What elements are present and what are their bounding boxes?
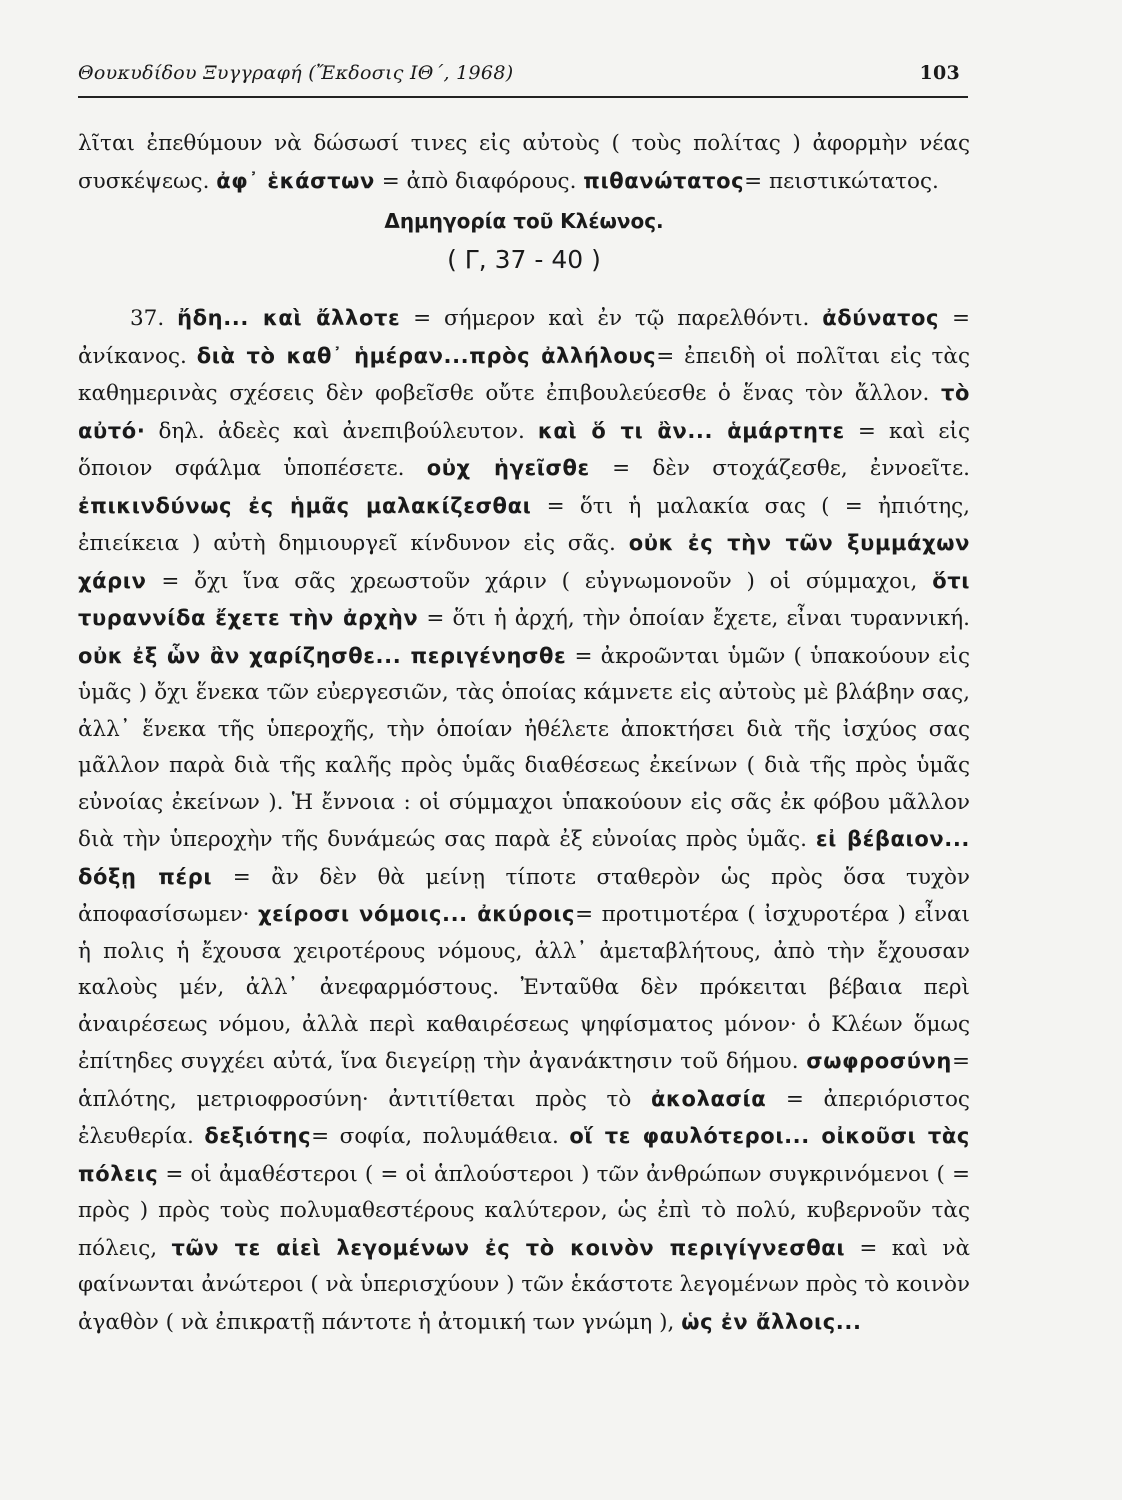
lemma-text: οὐχ ἡγεῖσθε [426, 456, 590, 480]
lemma-text: χείροσι νόμοις... ἀκύροις [257, 902, 576, 926]
header-rule [78, 96, 968, 98]
lemma-text: ἤδη... καὶ ἄλλοτε [177, 306, 401, 330]
lemma-text: ἐπικινδύνως ἐς ἡμᾶς μαλακίζεσθαι [78, 493, 532, 518]
lemma-text: οὐκ ἐξ ὧν ἂν χαρίζησθε... περιγένησθε [78, 643, 567, 668]
gloss-text: 37. [130, 306, 178, 331]
lemma-text: δεξιότης [204, 1124, 312, 1148]
lemma-text: οὐκ ἐς τὴν τῶν ξυμμάχων χάριν [78, 531, 970, 593]
gloss-text: = ὅτι ἡ ἀρχή, τὴν ὁποίαν ἔχετε, εἶναι τυραννική. [418, 606, 970, 631]
gloss-text: δηλ. ἀδεὲς καὶ ἀνεπιβούλευτον. [145, 418, 538, 444]
intro-text-1: λῖται ἐπεθύμουν νὰ δώσωσί τινες εἰς αὐτοὺς ( τοὺς πολίτας ) ἀφορμὴν νέας συσκέψεως. [78, 131, 970, 194]
lemma-text: εἰ βέβαιον... δόξῃ πέρι [78, 827, 971, 889]
lemma-text: ἀδύνατος [822, 306, 940, 330]
gloss-text: = ἂν δὲν θὰ μείνῃ τίποτε σταθερὸν ὡς πρὸς ὅσα τυχὸν ἀποφασίσωμεν· [78, 864, 970, 927]
gloss-text: = δὲν στοχάζεσθε, ἐννοεῖτε. [589, 456, 970, 481]
gloss-text: = ἁπλότης, μετριοφροσύνη· ἀντιτίθεται πρὸς τὸ [78, 1049, 970, 1112]
gloss-text: = ὅτι ἡ μαλακία σας ( = ἠπιότης, ἐπιείκεια ) αὐτὴ δημιουργεῖ κίνδυνον εἰς σᾶς. [78, 493, 970, 556]
page-number: 103 [919, 62, 960, 84]
lemma-text: οἵ τε φαυλότεροι... οἰκοῦσι τὰς πόλεις [78, 1124, 970, 1186]
lemma-text: τὸ αὐτό· [78, 381, 970, 443]
intro-paragraph [78, 126, 970, 200]
gloss-text: = ἀνίκανος. [78, 306, 970, 369]
gloss-text: = ἐπειδὴ οἱ πολῖται εἰς τὰς καθημερινὰς σχέσεις δὲν φοβεῖσθε οὔτε ἐπιβουλεύεσθε ὁ ἕνας τὸν ἄλλον. [78, 343, 970, 406]
gloss-text: = ἀκροῶνται ὑμῶν ( ὑπακούουν εἰς ὑμᾶς ) ὄχι ἕνεκα τῶν εὐεργεσιῶν, τὰς ὁποίας κάμνετε εἰς αὐτοὺς μὲ βλάβην σας, ἀλλ᾽ ἕνεκα τῆς ὑπεροχῆς, τὴν ὁποίαν ἠθέλετε ἀποκτήσει διὰ τῆς ἰσχύος σας μᾶλλον παρὰ διὰ τῆς καλῆς πρὸς ὑμᾶς διαθέσεως ἐκείνων ( διὰ τῆς πρὸς ὑμᾶς εὐνοίας ἐκείνων ). Ἡ ἔννοια : οἱ σύμμαχοι ὑπακούουν εἰς σᾶς ἐκ φόβου μᾶλλον διὰ τὴν ὑπεροχὴν τῆς δυνάμεώς σας παρὰ ἐξ εὐνοίας πρὸς ὑμᾶς. [78, 643, 970, 852]
header-title: Θουκυδίδου Ξυγγραφή (Ἔκδοσις ΙΘ΄, 1968) [78, 62, 514, 84]
gloss-text: = καὶ νὰ φαίνωνται ἀνώτεροι ( νὰ ὑπερισχύουν ) τῶν ἑκάστοτε λεγομένων πρὸς τὸ κοινὸν ἀγαθὸν ( νὰ ἐπικρατῇ πάντοτε ἡ ἀτομική των γνώμη ), [78, 1235, 970, 1335]
lemma-text: σωφροσύνη [806, 1049, 952, 1073]
lemma-text: τῶν τε αἰεὶ λεγομένων ἐς τὸ κοινὸν περιγίγνεσθαι [171, 1235, 846, 1260]
lemma-text: ἀκολασία [651, 1086, 767, 1111]
lemma-text: ὡς ἐν ἄλλοις... [681, 1309, 862, 1334]
intro-text-2: = ἀπὸ διαφόρους. [374, 168, 584, 194]
page-body [78, 126, 970, 1341]
gloss-text: = σήμερον καὶ ἐν τῷ παρελθόντι. [400, 306, 823, 331]
gloss-text: = προτιμοτέρα ( ἰσχυροτέρα ) εἶναι ἡ πολις ἡ ἔχουσα χειροτέρους νόμους, ἀλλ᾽ ἀμεταβλήτους, ἀπὸ τὴν ἔχουσαν καλοὺς μέν, ἀλλ᾽ ἀνεφαρμόστους. Ἐνταῦθα δὲν πρόκειται βέβαια περὶ ἀναιρέσεως νόμου, ἀλλὰ περὶ καθαιρέσεως ψηφίσματος μόνον· ὁ Κλέων ὅμως ἐπίτηδες συγχέει αὐτά, ἵνα διεγείρῃ τὴν ἀγανάκτησιν τοῦ δήμου. [78, 902, 970, 1074]
gloss-text: = ἀπεριόριστος ἐλευθερία. [78, 1086, 970, 1149]
lemma-text: διὰ τὸ καθ᾽ ἡμέραν...πρὸς ἀλλήλους [196, 343, 657, 368]
gloss-text: = οἱ ἀμαθέστεροι ( = οἱ ἁπλούστεροι ) τῶν ἀνθρώπων συγκρινόμενοι ( = πρὸς ) πρὸς τοὺς πολυμαθεστέρους καλύτερον, ὡς ἐπὶ τὸ πολύ, κυβερνοῦν τὰς πόλεις, [78, 1161, 970, 1261]
gloss-text: = ὄχι ἵνα σᾶς χρεωστοῦν χάριν ( εὐγνωμονοῦν ) οἱ σύμμαχοι, [146, 568, 933, 594]
intro-text-3: = πειστικώτατος. [744, 168, 939, 194]
intro-lemma-2: πιθανώτατος [583, 168, 745, 193]
lemma-text: καὶ ὅ τι ἂν... ἁμάρτητε [537, 418, 845, 443]
intro-lemma-1: ἀφ᾽ ἑκάστων [216, 168, 375, 193]
gloss-text: = σοφία, πολυμάθεια. [311, 1124, 570, 1149]
running-header [78, 58, 968, 92]
commentary-paragraph-37 [78, 300, 970, 1341]
lemma-text: ὅτι τυραννίδα ἔχετε τὴν ἀρχὴν [78, 568, 970, 630]
section-reference: ( Γ, 37 - 40 ) [447, 245, 601, 274]
gloss-text: = καὶ εἰς ὅποιον σφάλμα ὑποπέσετε. [78, 418, 970, 481]
section-heading: Δημηγορία τοῦ Κλέωνος. [384, 209, 664, 233]
